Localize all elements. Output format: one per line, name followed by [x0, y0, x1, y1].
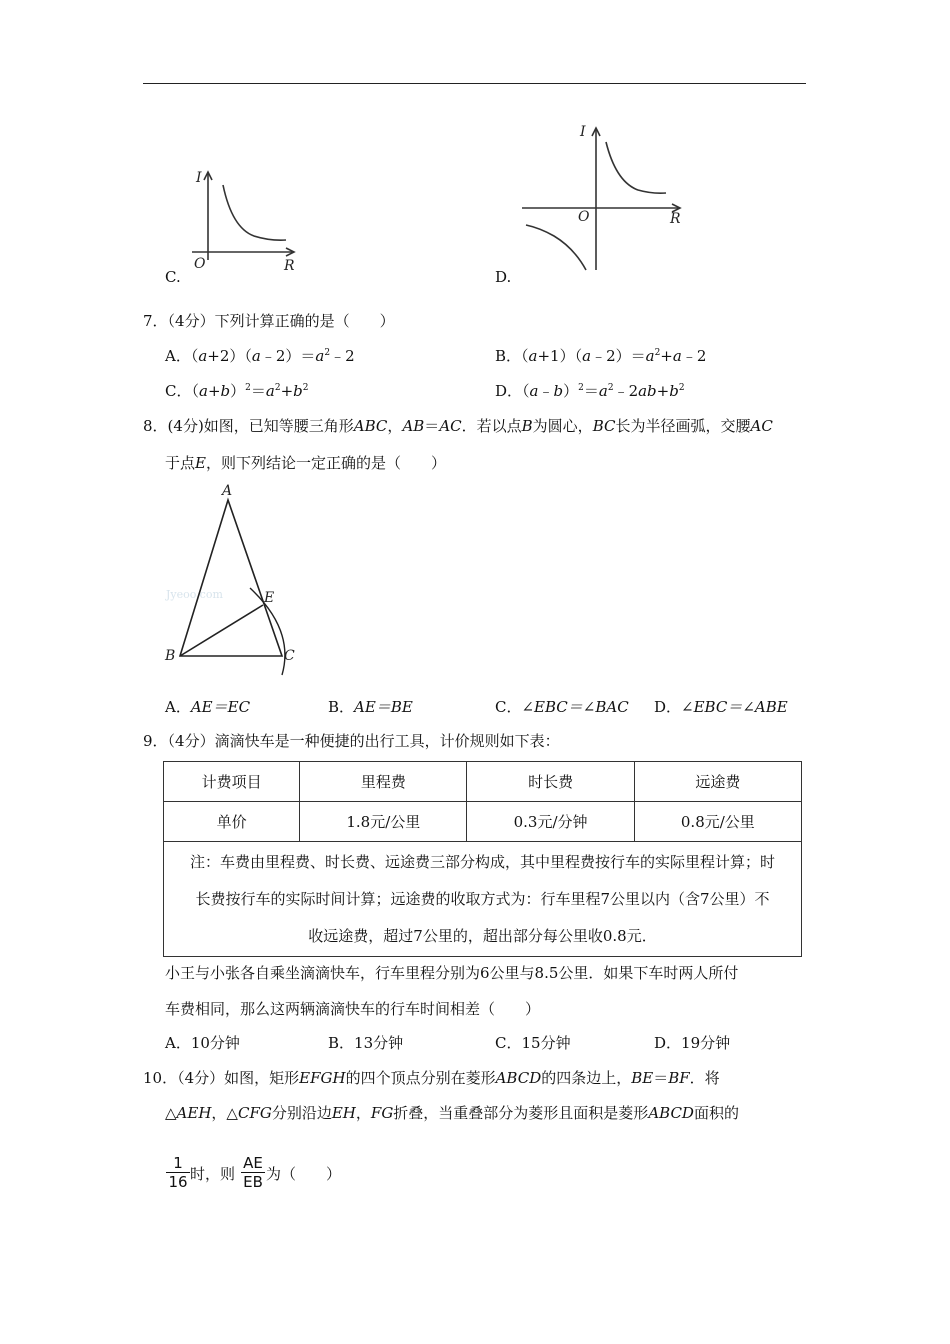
- q9-text-line1: 小王与小张各自乘坐滴滴快车，行车里程分别为6公里与8.5公里．如果下车时两人所付: [165, 964, 739, 982]
- label-b: B: [165, 648, 176, 664]
- q9-option-a: A．10分钟: [165, 1034, 240, 1052]
- header-rule: [143, 83, 806, 84]
- fare-note-line3: 收远途费，超过7公里的，超出部分每公里收0.8元．: [308, 926, 657, 945]
- graph-c-axis-x-label: R: [284, 258, 295, 274]
- graph-c-option-label: C.: [165, 268, 181, 286]
- label-a: A: [222, 483, 233, 499]
- triangle-abc: [180, 500, 282, 656]
- q10-stem-line3-text2: 为（ ）: [266, 1165, 342, 1183]
- q7-option-d: D．$(a﹣b)^2=a^2﹣2ab+b^2$: [495, 382, 685, 400]
- fare-table: [163, 761, 802, 957]
- label-c: C: [284, 648, 295, 664]
- fare-note-line2: 长费按行车的实际时间计算；远途费的收取方式为：行车里程7公里以内（含7公里）不: [195, 889, 770, 908]
- fare-price-distance: 0.8元/公里: [634, 802, 801, 842]
- graph-c-axis-y-label: I: [196, 170, 202, 186]
- fraction-one-sixteenth: [166, 1154, 190, 1191]
- q9-option-c: C．15分钟: [495, 1034, 571, 1052]
- q7-option-c: C．$(a+b)^2=a^2+b^2$: [165, 382, 309, 400]
- q9-stem: 9．（4分）滴滴快车是一种便捷的出行工具，计价规则如下表：: [143, 732, 560, 750]
- graph-d-curve-lower: [526, 225, 586, 270]
- fare-header-distance: 远途费: [634, 762, 801, 802]
- q7-stem: 7．（4分）下列计算正确的是（ ）: [143, 312, 395, 330]
- q8-stem-line1: 8．(4分)如图，已知等腰三角形ABC，AB＝AC．若以点B为圆心，BC长为半径画弧，交腰AC: [143, 417, 773, 435]
- graph-c-figure: [186, 168, 306, 278]
- fraction-ae: AE: [243, 1154, 263, 1172]
- fare-price-label: 单价: [164, 802, 300, 842]
- q10-stem-line1: 10．（4分）如图，矩形EFGH的四个顶点分别在菱形ABCD的四条边上，BE＝BF．将: [143, 1069, 720, 1087]
- graph-d-origin-label: O: [578, 209, 590, 225]
- fraction-ae-eb: [241, 1154, 265, 1191]
- q8-stem-line2: 于点E，则下列结论一定正确的是（ ）: [165, 454, 446, 472]
- q9-text-line2: 车费相同，那么这两辆滴滴快车的行车时间相差（ ）: [165, 1000, 541, 1018]
- fare-header-duration: 时长费: [467, 762, 634, 802]
- triangle-watermark: Jyeoo.com: [166, 588, 223, 601]
- segment-be: [180, 605, 263, 656]
- fare-price-duration: 0.3元/分钟: [467, 802, 634, 842]
- fraction-eb: EB: [241, 1172, 265, 1191]
- q8-option-d: D．∠EBC＝∠ABE: [654, 698, 788, 716]
- fare-note-line1: 注：车费由里程费、时长费、远途费三部分构成，其中里程费按行车的实际里程计算；时: [189, 852, 775, 871]
- label-e: E: [264, 590, 275, 606]
- fare-table-header-row: [164, 762, 802, 802]
- q10-stem-line2: △AEH，△CFG分别沿边EH，FG折叠，当重叠部分为菱形且面积是菱形ABCD面积的: [165, 1104, 739, 1122]
- triangle-figure: [160, 480, 310, 670]
- q8-option-a: A．AE＝EC: [165, 698, 251, 716]
- q8-option-b: B．AE＝BE: [328, 698, 413, 716]
- q7-option-a: A．$(a+2)(a﹣2)=a^2﹣2$: [165, 347, 355, 365]
- graph-d-option-label: D.: [495, 268, 512, 286]
- q10-stem-line3-text1: 时，则: [190, 1165, 236, 1183]
- fare-header-mileage: 里程费: [300, 762, 467, 802]
- graph-d-axis-y-label: I: [580, 124, 586, 140]
- q9-option-d: D．19分钟: [654, 1034, 731, 1052]
- q8-option-c: C．∠EBC＝∠BAC: [495, 698, 629, 716]
- graph-c-curve: [223, 185, 286, 240]
- q9-option-b: B．13分钟: [328, 1034, 404, 1052]
- fare-note: [164, 842, 802, 957]
- q7-option-b: B．$(a+1)(a﹣2)=a^2+a﹣2$: [495, 347, 707, 365]
- fare-header-item: 计费项目: [164, 762, 300, 802]
- fraction-numerator: 1: [173, 1154, 183, 1172]
- graph-d-curve-upper: [606, 142, 666, 193]
- graph-d-figure: [520, 122, 690, 272]
- fare-table-note-row: [164, 842, 802, 957]
- graph-d-axis-x-label: R: [670, 211, 681, 227]
- graph-c-origin-label: O: [194, 256, 206, 272]
- fare-table-price-row: [164, 802, 802, 842]
- fare-price-mileage: 1.8元/公里: [300, 802, 467, 842]
- fraction-denominator: 16: [166, 1172, 190, 1191]
